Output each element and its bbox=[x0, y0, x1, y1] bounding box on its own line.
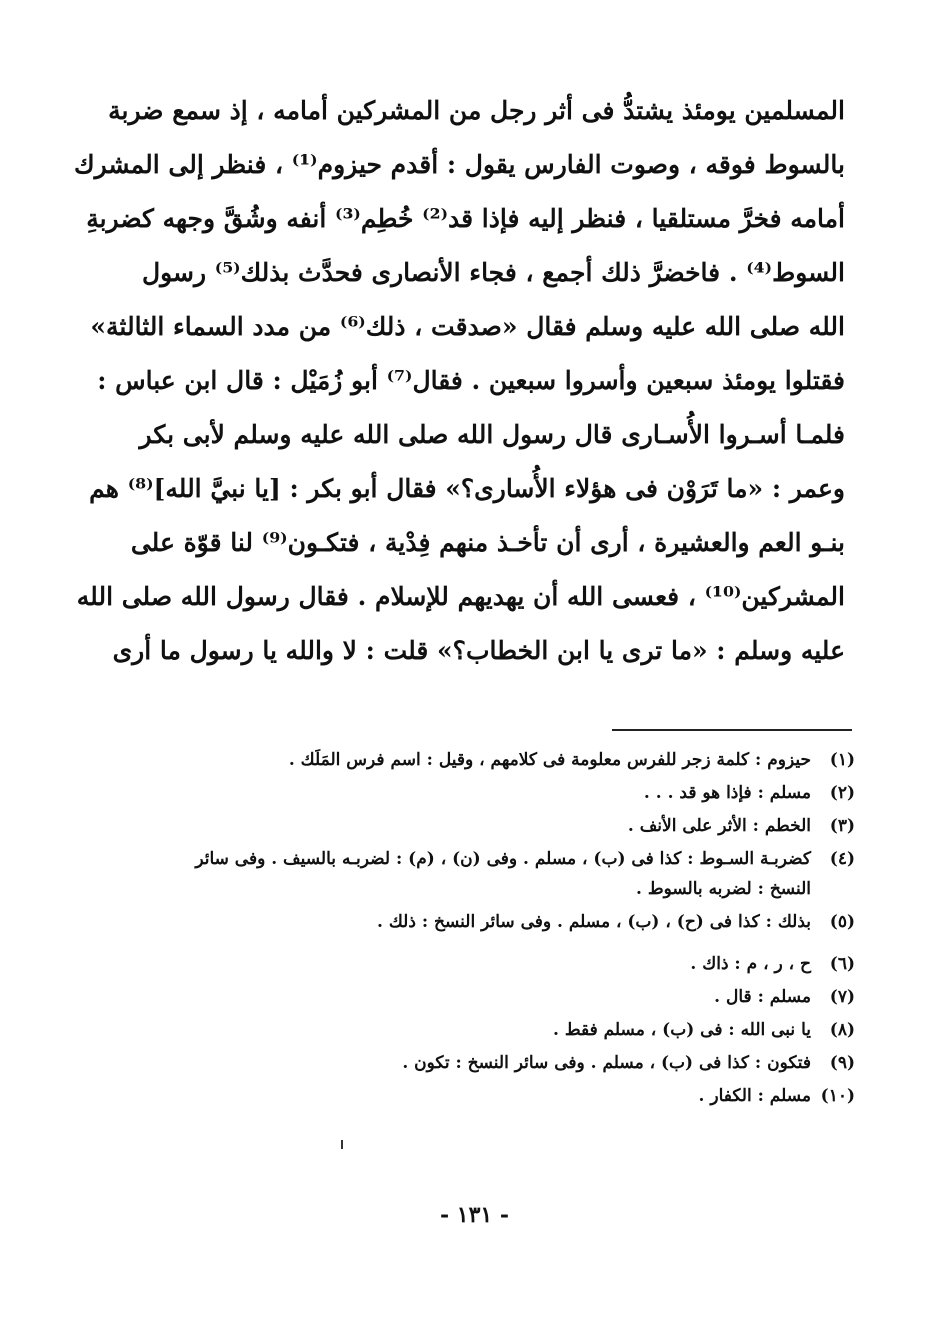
footnote-text: كضربـة السـوط : كذا فى (ب) ، مسلم . وفى (ن) ، (م) : لضربـه بالسيف . وفى سائر bbox=[195, 849, 811, 869]
footnote-item bbox=[140, 745, 855, 775]
scan-speck bbox=[341, 1140, 343, 1149]
text-line: بالسوط فوقه ، وصوت الفارس يقول : أقدم حيزوم⁽¹⁾ ، فنظر إلى المشرك bbox=[73, 150, 845, 179]
footnote-divider bbox=[612, 729, 852, 731]
footnote-item bbox=[140, 1015, 855, 1045]
text-line: فقتلوا يومئذ سبعين وأسروا سبعين . فقال⁽⁷⁾ أبو زُمَيْل : قال ابن عباس : bbox=[97, 366, 845, 395]
text-line: المشركين⁽¹⁰⁾ ، فعسى الله أن يهديهم للإسلام . فقال رسول الله صلى الله bbox=[76, 582, 845, 611]
footnote-number: (١٠) bbox=[820, 1086, 855, 1106]
footnote-text: مسلم : قال . bbox=[714, 987, 811, 1007]
footnote-text: بذلك : كذا فى (ح) ، (ب) ، مسلم . وفى سائر النسخ : ذلك . bbox=[377, 912, 811, 932]
footnote-number: (٤) bbox=[829, 849, 855, 869]
footnote-number: (٧) bbox=[829, 987, 855, 1007]
footnote-text-block bbox=[140, 844, 811, 904]
footnote-text: فتكون : كذا فى (ب) ، مسلم . وفى سائر النسخ : تكون . bbox=[402, 1053, 811, 1073]
page-number: - ١٣١ - bbox=[439, 1202, 510, 1228]
footnote-number: (١) bbox=[829, 750, 855, 770]
footnote-item bbox=[140, 811, 855, 841]
footnote-number: (٥) bbox=[829, 912, 855, 932]
footnote-text-continued: النسخ : لضربه بالسوط . bbox=[636, 879, 811, 899]
footnote-text: يا نبى الله : فى (ب) ، مسلم فقط . bbox=[553, 1020, 811, 1040]
main-text-block bbox=[73, 84, 845, 678]
footnote-number: (٣) bbox=[829, 816, 855, 836]
text-line: المسلمين يومئذ يشتدُّ فى أثر رجل من المشركين أمامه ، إذ سمع ضربة bbox=[108, 96, 845, 125]
text-line: بنـو العم والعشيرة ، أرى أن تأخـذ منهم فِدْية ، فتكـون⁽⁹⁾ لنا قوّة على bbox=[130, 528, 845, 557]
footnotes-section bbox=[140, 745, 855, 1114]
text-line: وعمر : «ما تَرَوْن فى هؤلاء الأُسارى؟» فقال أبو بكر : [يا نبيَّ الله]⁽⁸⁾ هم bbox=[89, 474, 845, 503]
footnote-number: (٢) bbox=[829, 783, 855, 803]
footnote-item bbox=[140, 844, 855, 904]
text-line: السوط⁽⁴⁾ . فاخضرَّ ذلك أجمع ، فجاء الأنصارى فحدَّث بذلك⁽⁵⁾ رسول bbox=[141, 258, 845, 287]
footnote-item bbox=[140, 1048, 855, 1078]
footnote-number: (٦) bbox=[829, 954, 855, 974]
footnote-item bbox=[140, 949, 855, 979]
footnote-item bbox=[140, 907, 855, 937]
footnote-text: مسلم : فإذا هو قد . . . bbox=[643, 783, 811, 803]
footnote-number: (٩) bbox=[829, 1053, 855, 1073]
footnote-item bbox=[140, 1081, 855, 1111]
footnote-text: ح ، ر ، م : ذاك . bbox=[690, 954, 811, 974]
footnote-text: الخطم : الأثر على الأنف . bbox=[627, 816, 811, 836]
text-line: فلمـا أسـروا الأُسـارى قال رسول الله صلى الله عليه وسلم لأبى بكر bbox=[139, 420, 845, 449]
text-line: الله صلى الله عليه وسلم فقال «صدقت ، ذلك⁽⁶⁾ من مدد السماء الثالثة» bbox=[90, 312, 845, 341]
footnote-item bbox=[140, 982, 855, 1012]
footnote-text: مسلم : الكفار . bbox=[698, 1086, 811, 1106]
footnote-text: حيزوم : كلمة زجر للفرس معلومة فى كلامهم ، وقيل : اسم فرس المَلَك . bbox=[288, 750, 811, 770]
footnote-item bbox=[140, 778, 855, 808]
text-line: أمامه فخرَّ مستلقيا ، فنظر إليه فإذا قد⁽²⁾ خُطِم⁽³⁾ أنفه وشُقَّ وجهه كضربةِ bbox=[86, 204, 845, 233]
footnote-number: (٨) bbox=[829, 1020, 855, 1040]
text-line: عليه وسلم : «ما ترى يا ابن الخطاب؟» قلت : لا والله يا رسول ما أرى bbox=[112, 636, 845, 665]
